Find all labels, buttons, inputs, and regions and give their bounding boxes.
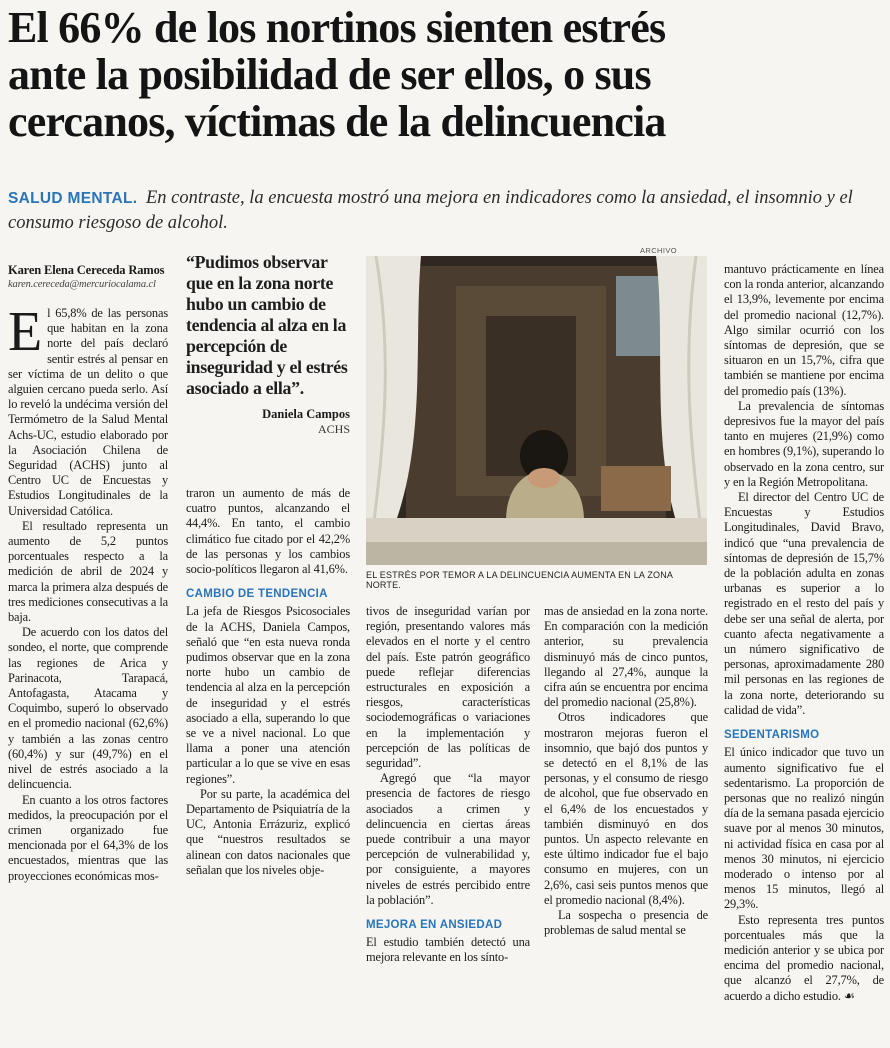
paragraph-text: Esto representa tres puntos porcentuales más que la medición anterior y se ubica por encima del promedio nacional, que alcanzó el 27,7%, de acuerdo a dicho estudio. — [724, 912, 884, 1003]
subhead-mejora-en-ansiedad: MEJORA EN ANSIEDAD — [366, 919, 503, 932]
kicker-text: En contraste, la encuesta mostró una mejora en indicadores como la ansiedad, el insomnio y el consumo riesgoso de alcohol. — [8, 188, 853, 233]
paragraph: En cuanto a los otros factores medidos, la preocupación por el crimen organizado fue mencionada por el 64,3% de los encuestados, mientras que las proyecciones económicas mos- — [8, 792, 168, 883]
column-4 — [544, 604, 708, 938]
headline-line-3: cercanos, víctimas de la delincuencia — [8, 97, 666, 146]
column-2 — [186, 486, 350, 878]
quote-author-name: Daniela Campos — [262, 407, 350, 421]
paragraph: El estudio también detectó una mejora relevante en los sínto- — [366, 935, 530, 965]
paragraph: La jefa de Riesgos Psicosociales de la ACHS, Daniela Campos, señaló que “en esta nueva ronda pudimos observar que en la zona norte hubo un cambio de tendencia al alza en la percepción de inseguridad y el estrés asociado a ella, superando lo que se ve a nivel nacional. Lo que llama a poner una atención particular a lo que se vive en esas regiones”. — [186, 604, 350, 786]
column-1 — [8, 262, 168, 884]
kicker-tag: SALUD MENTAL. — [8, 190, 138, 207]
end-mark-icon: ☙ — [843, 988, 855, 1003]
paragraph: Otros indicadores que mostraron mejoras fueron el insomnio, que bajó dos puntos y se detectó en el 8,1% de las personas, y el consumo de riesgo de alcohol, que fue observado en el 6,4% de los encuestados y también disminuyó en dos puntos. Un aspecto relevante en este último indicador fue el bajo consumo en mujeres, con un 2,6%, casi seis puntos menos que el promedio nacional (8,4%). — [544, 710, 708, 907]
headline-line-2: ante la posibilidad de ser ellos, o sus — [8, 50, 651, 99]
paragraph — [724, 913, 884, 1004]
headline-line-1: El 66% de los nortinos sienten estrés — [8, 3, 666, 52]
headline — [8, 4, 880, 145]
paragraph: mantuvo prácticamente en línea con la ronda anterior, alcanzando el 13,9%, levemente por encima del promedio nacional (12,7%). Algo similar ocurrió con los síntomas de depresión, que se situaron en un 15,7%, cifra que también se mantiene por encima del promedio país (13%). — [724, 262, 884, 398]
photo-credit: ARCHIVO — [640, 246, 677, 255]
paragraph: La prevalencia de síntomas depresivos fue la mayor del país tanto en mujeres (21,9%) como en hombres (9,1%), superando lo observado en la zona centro, sur y en la Región Metropolitana. — [724, 398, 884, 489]
paragraph: tivos de inseguridad varían por región, presentando valores más elevados en el norte y el centro del país. Este patrón geográfico puede reflejar diferencias estructurales en exposición a riesgos, características sociodemográficas o variaciones en la implementación y percepción de las políticas de seguridad”. — [366, 604, 530, 771]
photo-window-scene — [366, 256, 707, 565]
paragraph: La sospecha o presencia de problemas de salud mental se — [544, 908, 708, 938]
pull-quote-attribution — [186, 406, 350, 437]
paragraph: El director del Centro UC de Encuestas y Estudios Longitudinales, David Bravo, indicó que “una prevalencia de síntomas de depresión de 15,7% de la población adulta en zonas urbanas es superior a lo registrado en el resto del país y debe ser una señal de alerta, por cuanto afecta negativamente a un número significativo de personas, aproximadamente 280 mil personas en las regiones de la zona norte, deteriorando su calidad de vida”. — [724, 490, 884, 717]
paragraph: mas de ansiedad en la zona norte. En comparación con la medición anterior, su prevalencia disminuyó más de cinco puntos, llegando al 27,4%, aunque la cifra aún se encuentra por encima del promedio nacional (25,8%). — [544, 604, 708, 710]
byline-author: Karen Elena Cereceda Ramos — [8, 263, 165, 277]
news-photo — [366, 256, 707, 565]
subhead-sedentarismo: SEDENTARISMO — [724, 729, 820, 742]
paragraph: El resultado representa un aumento de 5,2 puntos porcentuales respecto a la medición de abril de 2024 y marca la primera alza después de tres mediciones consecutivas a la baja. — [8, 518, 168, 625]
paragraph: Agregó que “la mayor presencia de factores de riesgo asociados a crimen y delincuencia en ciertas áreas puede contribuir a una mayor percepción de vulnerabilidad y, por consiguiente, a mayores niveles de estrés percibido entre la población”. — [366, 771, 530, 907]
drop-cap: E — [8, 301, 43, 363]
paragraph-text: l 65,8% de las personas que habitan en la zona norte del país declaró sentir estrés al pensar en ser víctima de un delito o que alguien cercano pueda serlo. Así lo reveló la undécima versión del Termómetro de la Salud Mental Achs-UC, estudio elaborado por la Asociación Chilena de Seguridad (ACHS) junto al Centro UC de Encuestas y Estudios Longitudinales de la Universidad Católica. — [8, 306, 168, 518]
column-5 — [724, 262, 884, 1004]
paragraph: Por su parte, la académica del Departamento de Psiquiatría de la UC, Antonia Errázuriz, explicó que “nuestros resultados se alinean con datos nacionales que señalan que los niveles obje- — [186, 786, 350, 877]
photo-caption: EL ESTRÉS POR TEMOR A LA DELINCUENCIA AUMENTA EN LA ZONA NORTE. — [366, 570, 673, 590]
kicker — [8, 186, 880, 236]
pull-quote: “Pudimos observar que en la zona norte hubo un cambio de tendencia al alza en la percepción de inseguridad y el estrés asociado a ella”. — [186, 252, 348, 398]
paragraph: traron un aumento de más de cuatro puntos, alcanzando el 44,4%. En tanto, el cambio climático fue citado por el 42,2% de las personas y los cambios socio-políticos llegaron al 41,6%. — [186, 486, 350, 577]
paragraph — [8, 301, 168, 519]
quote-author-org: ACHS — [317, 422, 350, 436]
subhead-cambio-de-tendencia: CAMBIO DE TENDENCIA — [186, 588, 328, 601]
column-3 — [366, 604, 530, 966]
paragraph: De acuerdo con los datos del sondeo, el norte, que comprende las regiones de Arica y Parinacota, Tarapacá, Antofagasta, Atacama y Coquimbo, superó lo observado en el promedio nacional (62,6%) y también a las zonas centro (60,4%) y sur (49,7%) en el nivel de estrés asociado a la delincuencia. — [8, 625, 168, 792]
byline-email: karen.cereceda@mercuriocalama.cl — [8, 279, 156, 290]
paragraph: El único indicador que tuvo un aumento significativo fue el sedentarismo. La proporción de personas que no realizó ningún día de la semana pasada ejercicio suave por al menos 30 minutos, ni actividad física en casa por al menos 30 minutos, ni ejercicio moderado o intenso por al menos 15 minutos, llegó al 29,3%. — [724, 745, 884, 912]
